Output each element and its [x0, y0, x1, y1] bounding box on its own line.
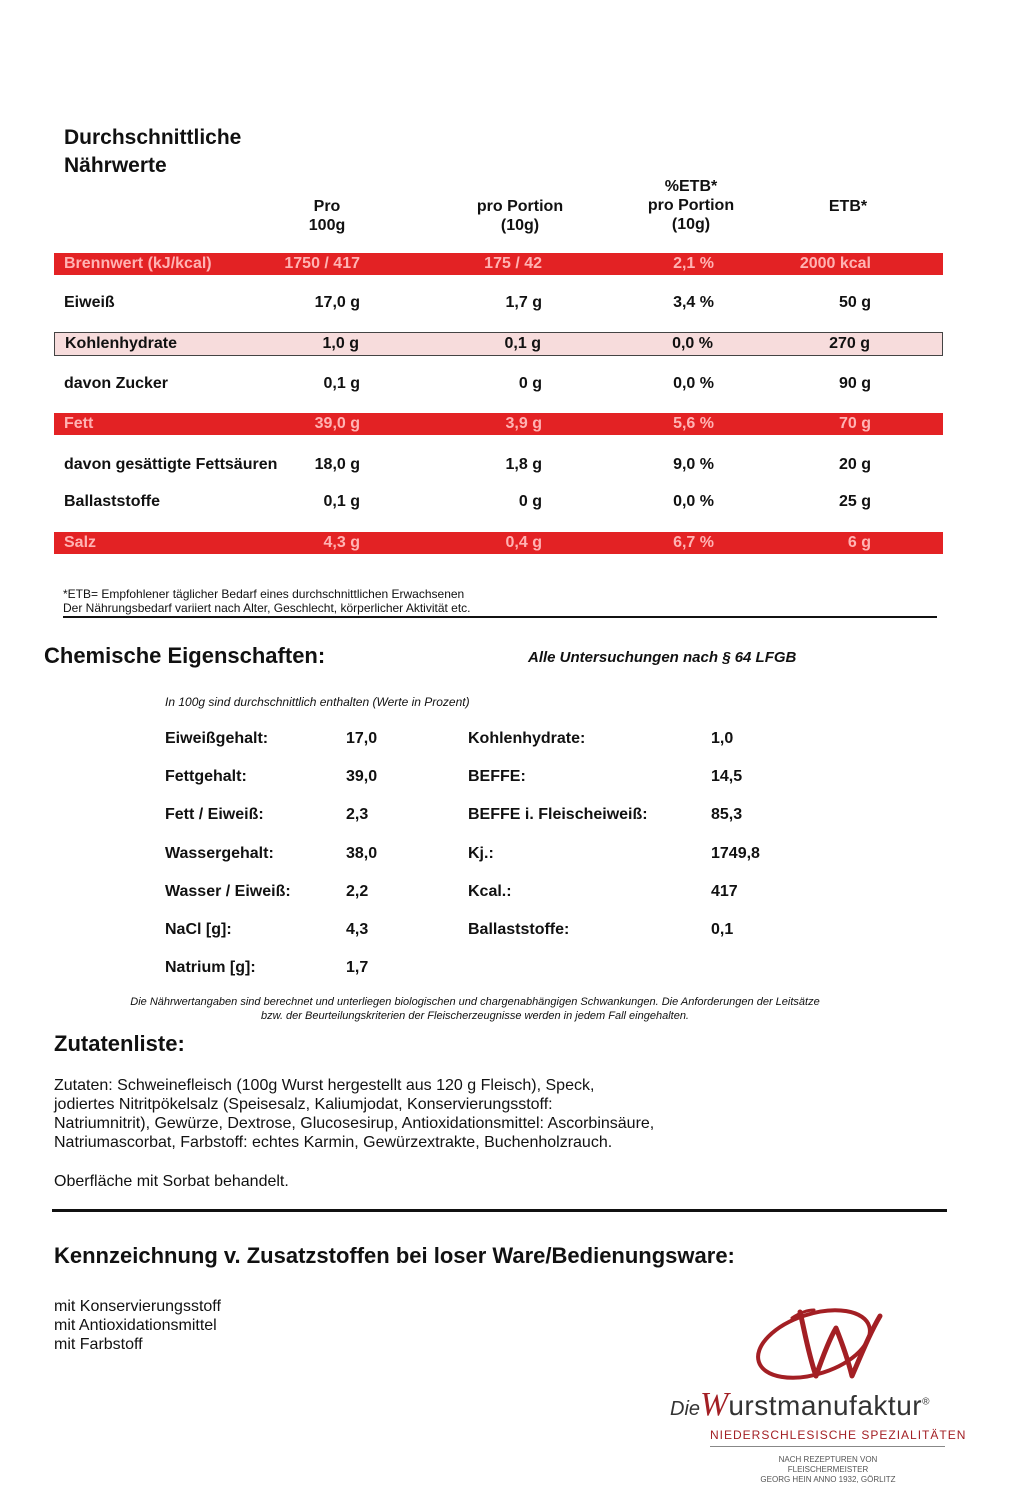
row-label: Fett	[64, 415, 94, 432]
row-label: davon Zucker	[64, 375, 169, 392]
brand-rest: urstmanufaktur	[728, 1390, 923, 1421]
row-etb: 270 g	[829, 335, 870, 352]
brand-wordmark	[670, 1386, 1000, 1426]
row-etb: 6 g	[847, 534, 871, 551]
chem-value: 39,0	[346, 768, 378, 785]
row-label: Kohlenhydrate	[65, 335, 178, 352]
row-portion: 0,1 g	[504, 335, 541, 352]
ingredients-line: Natriumascorbat, Farbstoff: echtes Karmin, Gewürzextrakte, Buchenholzrauch.	[54, 1134, 613, 1151]
row-etb-pct: 0,0 %	[672, 335, 713, 352]
row-etb-pct: 5,6 %	[673, 415, 714, 432]
header-per100	[287, 197, 367, 235]
nutrition-row-energy	[54, 253, 943, 275]
chemical-title: Chemische Eigenschaften:	[44, 643, 326, 668]
chem-value: 85,3	[711, 806, 743, 823]
nutrition-title-line1: Durchschnittliche	[64, 126, 242, 149]
additives-list	[54, 1297, 221, 1354]
chem-value: 2,3	[346, 806, 369, 823]
header-etb	[808, 197, 888, 216]
row-per100: 39,0 g	[314, 415, 360, 432]
row-per100: 1750 / 417	[284, 255, 360, 272]
header-etb-label: ETB*	[828, 198, 868, 215]
chem-label: BEFFE:	[468, 768, 526, 785]
additive-item: mit Konservierungsstoff	[54, 1298, 221, 1315]
row-portion: 1,7 g	[505, 294, 542, 311]
nutrition-row-sugar	[54, 373, 943, 395]
row-label: Salz	[64, 534, 97, 551]
chem-label: Kcal.:	[468, 883, 512, 900]
row-portion: 175 / 42	[484, 255, 542, 272]
divider	[52, 1209, 947, 1212]
etb-footnote-1: *ETB= Empfohlener täglicher Bedarf eines durchschnittlichen Erwachsenen	[63, 587, 465, 601]
header-per100-line1: Pro	[313, 198, 341, 215]
additive-item: mit Farbstoff	[54, 1336, 143, 1353]
chem-value: 1,0	[711, 730, 734, 747]
logo-divider	[710, 1446, 945, 1447]
row-per100: 1,0 g	[322, 335, 359, 352]
nutrition-row-protein	[54, 292, 943, 314]
row-per100: 0,1 g	[323, 375, 360, 392]
chem-label: Eiweißgehalt:	[165, 730, 269, 747]
wurstmanufaktur-logo-emblem	[752, 1298, 902, 1390]
chem-label: Fett / Eiweiß:	[165, 806, 264, 823]
divider	[63, 616, 937, 618]
nutrition-title-line2: Nährwerte	[64, 154, 167, 177]
ingredients-line: Zutaten: Schweinefleisch (100g Wurst hergestellt aus 120 g Fleisch), Speck,	[54, 1077, 595, 1094]
chem-value: 14,5	[711, 768, 743, 785]
surface-note: Oberfläche mit Sorbat behandelt.	[54, 1173, 289, 1190]
header-etb-pct-line3: (10g)	[671, 216, 711, 233]
chem-value: 17,0	[346, 730, 378, 747]
chem-label: Natrium [g]:	[165, 959, 256, 976]
ingredients-line: Natriumnitrit), Gewürze, Dextrose, Glucosesirup, Antioxidationsmittel: Ascorbinsäure,	[54, 1115, 655, 1132]
chemical-note: Alle Untersuchungen nach § 64 LFGB	[528, 649, 797, 666]
chem-value: 1,7	[346, 959, 369, 976]
nutrition-row-fibre	[54, 491, 943, 513]
ingredients-line: jodiertes Nitritpökelsalz (Speisesalz, Kaliumjodat, Konservierungsstoff:	[54, 1096, 553, 1113]
header-portion-line2: (10g)	[500, 217, 540, 234]
row-label: Eiweiß	[64, 294, 115, 311]
header-portion	[460, 197, 580, 235]
row-etb-pct: 3,4 %	[673, 294, 714, 311]
row-portion: 0,4 g	[505, 534, 542, 551]
chem-label: BEFFE i. Fleischeiweiß:	[468, 806, 648, 823]
additive-item: mit Antioxidationsmittel	[54, 1317, 217, 1334]
ingredients-title: Zutatenliste:	[54, 1031, 185, 1056]
chem-value: 2,2	[346, 883, 369, 900]
chem-label: NaCl [g]:	[165, 921, 232, 938]
row-etb-pct: 2,1 %	[673, 255, 714, 272]
row-portion: 0 g	[518, 493, 542, 510]
chemical-intro: In 100g sind durchschnittlich enthalten (Werte in Prozent)	[165, 695, 470, 709]
row-etb-pct: 6,7 %	[673, 534, 714, 551]
disclaimer-line2: bzw. der Beurteilungskriterien der Fleischerzeugnisse werden in jedem Fall eingehalten.	[260, 1010, 689, 1022]
row-etb-pct: 0,0 %	[673, 493, 714, 510]
brand-tagline: NIEDERSCHLESISCHE SPEZIALITÄTEN	[710, 1428, 967, 1442]
row-etb: 25 g	[838, 493, 871, 510]
chem-label: Wassergehalt:	[165, 845, 274, 862]
row-etb: 70 g	[838, 415, 871, 432]
chem-label: Wasser / Eiweiß:	[165, 883, 291, 900]
nutrition-title	[64, 124, 364, 180]
nutrition-row-saturated	[54, 454, 943, 476]
brand-subline-1: NACH REZEPTUREN VON FLEISCHERMEISTER	[778, 1455, 878, 1474]
chem-label: Kohlenhydrate:	[468, 730, 586, 747]
row-etb-pct: 9,0 %	[673, 456, 714, 473]
chem-label: Ballaststoffe:	[468, 921, 570, 938]
row-etb: 20 g	[838, 456, 871, 473]
etb-footnote-2: Der Nährungsbedarf variiert nach Alter, Geschlecht, körperlicher Aktivität etc.	[63, 601, 471, 615]
brand-prefix: Die	[670, 1398, 701, 1420]
row-label: davon gesättigte Fettsäuren	[64, 456, 278, 473]
chem-value: 1749,8	[711, 845, 760, 862]
brand-subline-2: GEORG HEIN ANNO 1932, GÖRLITZ	[760, 1475, 896, 1484]
additives-title: Kennzeichnung v. Zusatzstoffen bei loser Ware/Bedienungsware:	[54, 1243, 735, 1268]
row-per100: 4,3 g	[323, 534, 360, 551]
header-etb-pct-line1: %ETB*	[664, 178, 718, 195]
row-etb: 50 g	[838, 294, 871, 311]
disclaimer	[60, 995, 890, 1023]
chem-value: 38,0	[346, 845, 378, 862]
row-label: Ballaststoffe	[64, 493, 161, 510]
header-etb-pct-line2: pro Portion	[647, 197, 735, 214]
header-etb-pct	[628, 177, 754, 234]
chem-value: 0,1	[711, 921, 734, 938]
row-etb-pct: 0,0 %	[673, 375, 714, 392]
registered-mark: ®	[922, 1396, 930, 1408]
row-per100: 0,1 g	[323, 493, 360, 510]
chem-value: 4,3	[346, 921, 369, 938]
row-portion: 1,8 g	[505, 456, 542, 473]
nutrition-row-salt	[54, 532, 943, 554]
chem-label: Fettgehalt:	[165, 768, 247, 785]
disclaimer-line1: Die Nährwertangaben sind berechnet und unterliegen biologischen und chargenabhängigen Schwankungen. Die Anforderungen der Leitsätze	[130, 996, 820, 1008]
nutrition-row-fat	[54, 413, 943, 435]
row-per100: 17,0 g	[314, 294, 360, 311]
chem-value: 417	[711, 883, 738, 900]
nutrition-row-carbs	[54, 332, 943, 356]
row-per100: 18,0 g	[314, 456, 360, 473]
row-etb: 2000 kcal	[799, 255, 871, 272]
ingredients-list	[54, 1076, 954, 1152]
header-per100-line2: 100g	[308, 217, 346, 234]
brand-subline	[738, 1455, 918, 1485]
row-etb: 90 g	[838, 375, 871, 392]
header-portion-line1: pro Portion	[476, 198, 564, 215]
chem-label: Kj.:	[468, 845, 494, 862]
row-portion: 0 g	[518, 375, 542, 392]
row-label: Brennwert (kJ/kcal)	[64, 255, 212, 272]
brand-w: W	[700, 1386, 729, 1423]
row-portion: 3,9 g	[505, 415, 542, 432]
